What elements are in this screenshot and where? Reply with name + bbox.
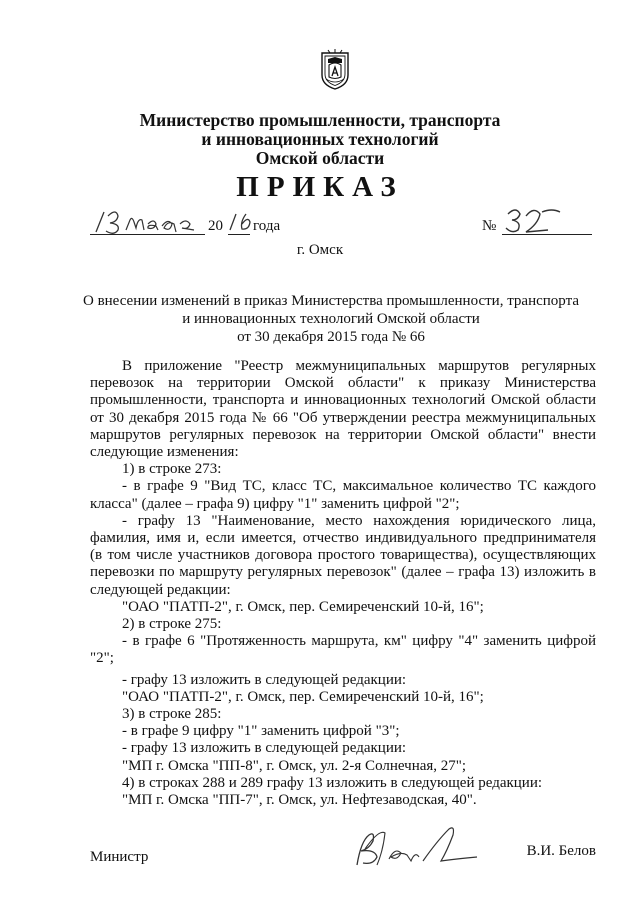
handwritten-number xyxy=(504,204,574,236)
handwritten-year xyxy=(226,210,254,236)
handwritten-signature xyxy=(345,821,495,871)
item-3-value: "МП г. Омска "ПП-8", г. Омск, ул. 2-я Солнечная, 27"; xyxy=(122,757,467,774)
intro-line-4: от 30 декабря 2015 года № 66 "Об утверждении реестра межмуниципальных xyxy=(90,409,596,426)
signer-role: Министр xyxy=(90,849,149,865)
signature-block xyxy=(90,843,596,883)
intro-line-2: перевозок на территории Омской области" к приказу Министерства xyxy=(90,375,596,392)
item-2-value: "ОАО "ПАТП-2", г. Омск, пер. Семиреченский 10-й, 16"; xyxy=(122,688,484,705)
order-title xyxy=(66,292,596,346)
order-title-line-1: О внесении изменений в приказ Министерства промышленности, транспорта xyxy=(82,293,580,309)
order-title-line-3: от 30 декабря 2015 года № 66 xyxy=(237,329,425,345)
item-3-label: 3) в строке 285: xyxy=(122,706,222,723)
ministry-name-line-3: Омской области xyxy=(255,148,385,168)
intro-line-1: В приложение "Реестр межмуниципальных маршрутов регулярных xyxy=(122,358,596,374)
signer-name: В.И. Белов xyxy=(526,843,596,859)
item-1-b-line-1: - графу 13 "Наименование, место нахождения юридического лица, xyxy=(122,512,596,529)
year-prefix: 20 xyxy=(208,218,223,234)
item-1-value: "ОАО "ПАТП-2", г. Омск, пер. Семиреченский 10-й, 16"; xyxy=(122,598,484,615)
item-1-a-line-1: - в графе 9 "Вид ТС, класс ТС, максимальное количество ТС каждого xyxy=(122,478,596,495)
item-3-a: - в графе 9 цифру "1" заменить цифрой "3"; xyxy=(122,723,400,740)
item-2-label: 2) в строке 275: xyxy=(122,616,222,633)
document-type-heading: ПРИКАЗ xyxy=(236,171,404,203)
item-4-value: "МП г. Омска "ПП-7", г. Омск, ул. Нефтезаводская, 40". xyxy=(122,792,477,809)
item-4-label: 4) в строках 288 и 289 графу 13 изложить в следующей редакции: xyxy=(122,774,543,791)
item-1-a-line-2: класса" (далее – графа 9) цифру "1" заменить цифрой "2"; xyxy=(90,495,460,512)
city-label: г. Омск xyxy=(296,242,344,258)
order-body xyxy=(90,358,596,809)
coat-of-arms-emblem xyxy=(320,49,350,91)
item-1-label: 1) в строке 273: xyxy=(122,461,222,478)
intro-line-3: промышленности, транспорта и инновационных технологий Омской области xyxy=(90,392,596,409)
intro-line-6: следующие изменения: xyxy=(90,444,239,461)
ministry-name-line-2: и инновационных технологий xyxy=(201,129,439,149)
item-2-a-line-1: - в графе 6 "Протяженность маршрута, км" цифру "4" заменить цифрой xyxy=(122,633,596,650)
item-3-b: - графу 13 изложить в следующей редакции: xyxy=(122,740,407,757)
item-1-b-line-2: фамилия, имя и, если имеется, отчество индивидуального предпринимателя xyxy=(90,530,596,547)
number-label: № xyxy=(482,218,497,234)
item-2-a-line-2: "2"; xyxy=(90,650,114,667)
order-title-line-2: и инновационных технологий Омской области xyxy=(182,311,480,327)
year-suffix: года xyxy=(253,218,281,234)
intro-line-5: маршрутов регулярных перевозок на территории Омской области" внести xyxy=(90,426,596,443)
date-number-line xyxy=(90,212,590,240)
item-1-b-line-5: следующей редакции: xyxy=(90,581,231,598)
item-1-b-line-3: (в том числе участников договора простого товарищества), осуществляющих xyxy=(90,547,596,564)
ministry-name-line-1: Министерство промышленности, транспорта xyxy=(139,110,501,130)
item-2-b: - графу 13 изложить в следующей редакции: xyxy=(122,671,407,688)
item-1-b-line-4: перевозки по маршруту регулярных перевозок" (далее – графа 13) изложить в xyxy=(90,564,596,581)
